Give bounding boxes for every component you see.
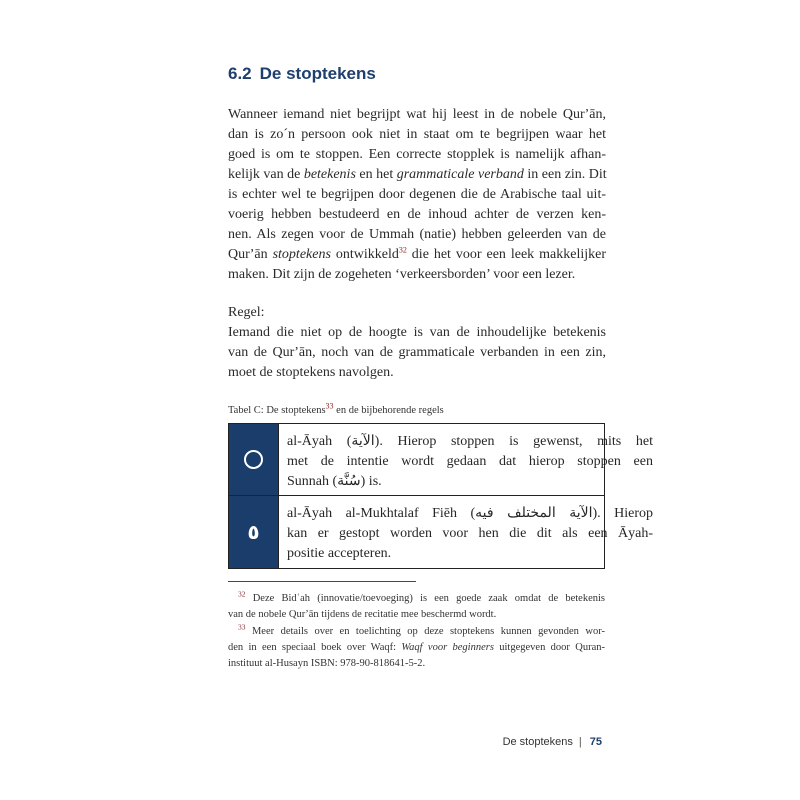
footnote-number: 32 [238, 589, 246, 599]
text-line: instituut al-Husayn ISBN: 978-90-818641-5-2. [228, 658, 426, 669]
section-heading [228, 64, 376, 84]
text-line: al-Āyah (الآية). Hierop stoppen is gewenst, mits het [287, 434, 653, 449]
text-line: Qurʼān stoptekens ontwikkeld$^{32}$ die het voor een leek makkelijker [228, 245, 606, 262]
text-line: maken. Dit zijn de zogeheten ‘verkeersborden’ voor een lezer. [228, 267, 576, 282]
text-line: kelijk van de betekenis en het grammaticale verband in een zin. Dit [228, 167, 607, 182]
description-cell [279, 424, 653, 495]
text-line: met de intentie wordt gedaan dat hierop stoppen een [287, 454, 653, 469]
text-line: van de Qurʼān, noch van de grammaticale verbanden in een zin, [228, 345, 606, 360]
intro-paragraph [228, 105, 606, 285]
table-row [229, 496, 653, 568]
text-line: den in een speciaal boek over Waqf: Waqf voor beginners uitgegeven door Quran- [228, 642, 605, 653]
book-title: Waqf voor beginners [401, 642, 494, 653]
arabic-five-symbol: ٥ [247, 520, 260, 544]
section-number: 6.2 [228, 64, 252, 83]
rule-paragraph [228, 323, 606, 383]
circle-icon [244, 450, 263, 469]
text-line: voerig hebben bestudeerd en de inhoud achter de verzen ken- [228, 207, 606, 222]
symbol-cell [229, 424, 279, 495]
page-footer [503, 736, 602, 748]
text-line: Sunnah (سُنَّة) is. [287, 474, 382, 489]
symbol-cell [229, 496, 279, 568]
text-line: nen. Als zegen voor de Ummah (natie) hebben geleerden van de [228, 227, 606, 242]
text-line: $^{33}$ Meer details over en toelichting op deze stoptekens kunnen gevonden wor- [238, 622, 605, 637]
emphasis-grammaticale-verband: grammaticale verband [396, 167, 524, 182]
text-line: dan is zo´n persoon ook niet in staat om te begrijpen waar het [228, 127, 606, 142]
section-title: De stoptekens [259, 64, 376, 83]
stop-signs-table [228, 423, 653, 569]
description-cell [279, 496, 653, 568]
text-line: goed is om te stoppen. Een correcte stopplek is namelijk afhan- [228, 147, 606, 162]
footer-separator: | [578, 736, 582, 748]
text-line: Wanneer iemand niet begrijpt wat hij leest in de nobele Qurʼān, [228, 107, 606, 122]
text-line: van de nobele Qurʼān tijdens de recitatie mee beschermd wordt. [228, 609, 497, 620]
footnote-ref-33[interactable]: 33 [325, 401, 334, 411]
running-title: De stoptekens [502, 736, 573, 748]
rule-label: Regel: [228, 305, 265, 320]
footnote-divider [228, 581, 416, 582]
text-line: positie accepteren. [287, 546, 392, 561]
text-line: Iemand die niet op de hoogte is van de inhoudelijke betekenis [228, 325, 606, 340]
footnote-33 [228, 624, 605, 672]
text-line: al-Āyah al-Mukhtalaf Fiēh (الآية المختلف فيه). Hierop [287, 506, 653, 521]
text-line: moet de stoptekens navolgen. [228, 365, 394, 380]
footnote-ref-32[interactable]: 32 [398, 245, 407, 255]
text-line: $^{32}$ Deze Bidʿah (innovatie/toevoeging) is een goede zaak omdat de betekenis [238, 589, 605, 604]
footnote-number: 33 [238, 622, 246, 632]
table-row [229, 424, 653, 496]
emphasis-stoptekens: stoptekens [272, 247, 331, 262]
emphasis-betekenis: betekenis [303, 167, 356, 182]
table-caption: Tabel C: De stoptekens$^{33}$ en de bijbehorende regels [228, 401, 444, 416]
footnote-32 [228, 591, 605, 623]
page-number: 75 [589, 736, 602, 748]
text-line: kan er gestopt worden voor hen die dit als een Āyah- [287, 526, 653, 541]
text-line: is echter wel te begrijpen door degenen die de Arabische taal uit- [228, 187, 606, 202]
